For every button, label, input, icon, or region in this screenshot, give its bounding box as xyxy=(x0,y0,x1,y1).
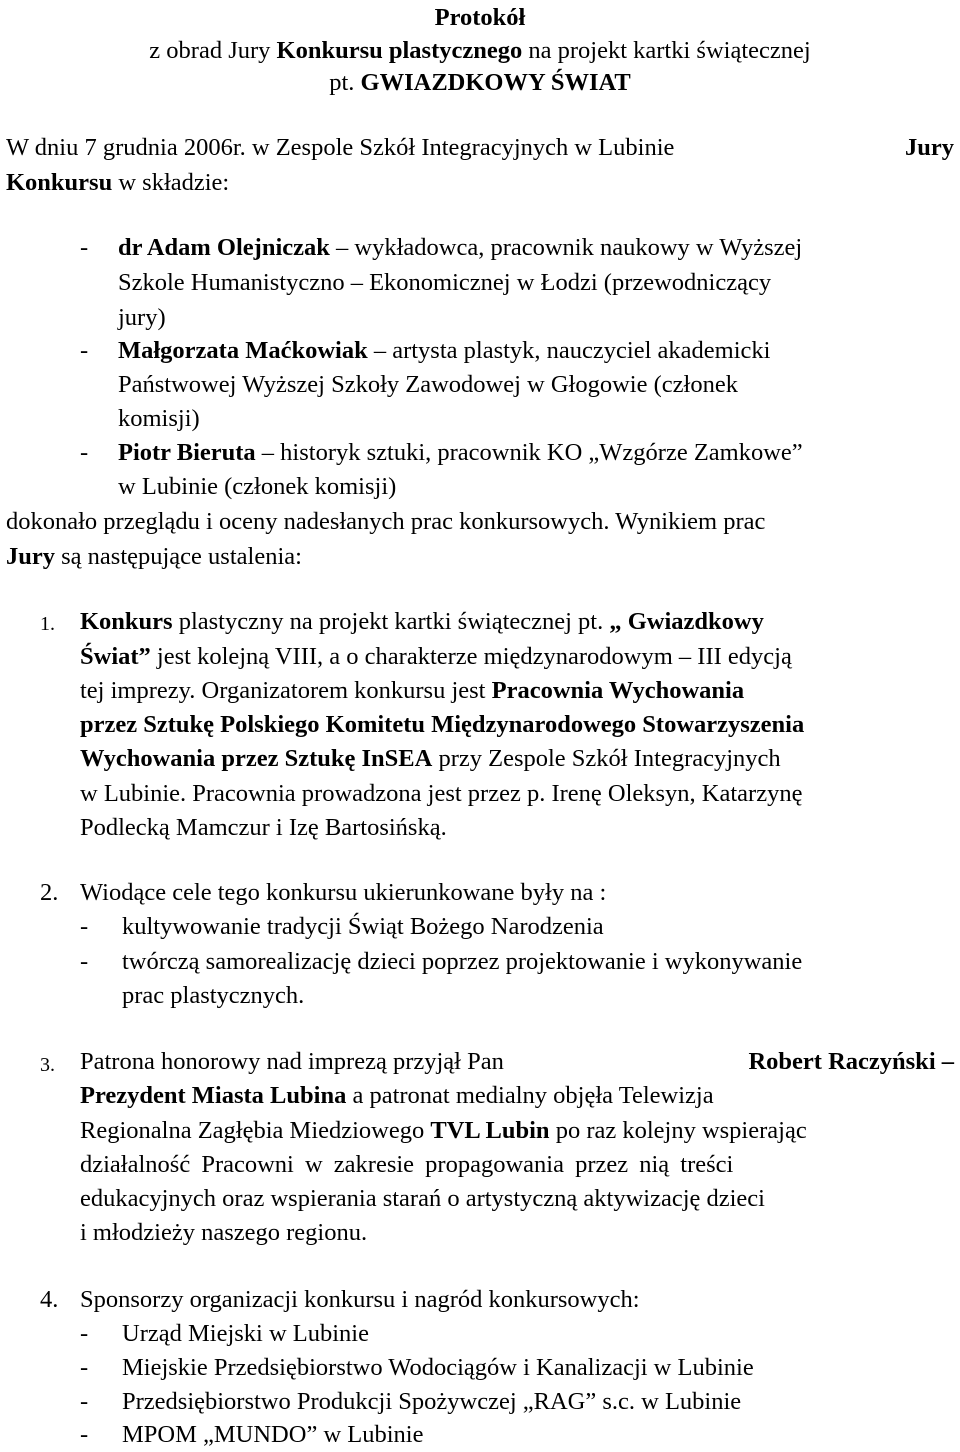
section-3-line-1: Patrona honorowy nad imprezą przyjął Pan Robert Raczyński – xyxy=(80,1048,954,1075)
sponsor-dash-4: - xyxy=(80,1421,89,1448)
section-3-line-2: Prezydent Miasta Lubina a patronat medialny objęła Telewizja xyxy=(80,1082,714,1109)
jury-member-3-cont: w Lubinie (członek komisji) xyxy=(118,473,397,500)
subtitle-line-2: pt. GWIAZDKOWY ŚWIAT xyxy=(329,69,631,96)
jury-member-1: dr Adam Olejniczak – wykładowca, pracownik naukowy w Wyższej xyxy=(118,234,803,261)
section-1-line-3: tej imprezy. Organizatorem konkursu jest Pracownia Wychowania xyxy=(80,677,745,704)
section-1-line-2: Świat” jest kolejną VIII, a o charakterze międzynarodowym – III edycją xyxy=(80,643,792,670)
section-2-number: 2. xyxy=(40,879,59,906)
jury-dash-1: - xyxy=(80,234,89,261)
section-4-heading: Sponsorzy organizacji konkursu i nagród konkursowych: xyxy=(80,1286,640,1313)
sponsor-item-2: Miejskie Przedsiębiorstwo Wodociągów i Kanalizacji w Lubinie xyxy=(122,1354,754,1381)
sponsor-dash-2: - xyxy=(80,1354,89,1381)
intro-line-1: W dniu 7 grudnia 2006r. w Zespole Szkół Integracyjnych w Lubinie Jury xyxy=(6,134,954,161)
section-4-number: 4. xyxy=(40,1286,59,1313)
section-1-number: 1. xyxy=(40,613,55,635)
jury-member-3: Piotr Bieruta – historyk sztuki, pracownik KO „Wzgórze Zamkowe” xyxy=(118,439,803,466)
section-1-line-6: w Lubinie. Pracownia prowadzona jest przez p. Irenę Oleksyn, Katarzynę xyxy=(80,780,803,807)
section-1-line-7: Podlecką Mamczur i Izę Bartosińską. xyxy=(80,814,447,841)
section-3-line-3: Regionalna Zagłębia Miedziowego TVL Lubin po raz kolejny wspierając xyxy=(80,1117,807,1144)
section-1-line-4: przez Sztukę Polskiego Komitetu Międzynarodowego Stowarzyszenia xyxy=(80,711,805,738)
section-3-number: 3. xyxy=(40,1054,55,1076)
document-title: Protokół xyxy=(434,4,526,31)
section-1-line-5: Wychowania przez Sztukę InSEA przy Zespole Szkół Integracyjnych xyxy=(80,745,781,772)
jury-member-2-cont: Państwowej Wyższej Szkoły Zawodowej w Głogowie (członek xyxy=(118,371,738,398)
jury-member-2: Małgorzata Maćkowiak – artysta plastyk, nauczyciel akademicki xyxy=(118,337,771,364)
goal-dash-1: - xyxy=(80,913,89,940)
jury-member-1-cont2: jury) xyxy=(118,304,166,331)
sponsor-item-4: MPOM „MUNDO” w Lubinie xyxy=(122,1421,424,1448)
sponsor-item-1: Urząd Miejski w Lubinie xyxy=(122,1320,369,1347)
goal-item-2: twórczą samorealizację dzieci poprzez projektowanie i wykonywanie xyxy=(122,948,803,975)
conclusion-line-1: dokonało przeglądu i oceny nadesłanych prac konkursowych. Wynikiem prac xyxy=(6,508,766,535)
jury-member-2-cont2: komisji) xyxy=(118,405,200,432)
conclusion-line-2: Jury są następujące ustalenia: xyxy=(6,543,302,570)
goal-item-2-cont: prac plastycznych. xyxy=(122,982,305,1009)
section-3-line-4: działalność Pracowni w zakresie propagowania przez nią treści xyxy=(80,1151,734,1178)
jury-dash-2: - xyxy=(80,337,89,364)
sponsor-dash-3: - xyxy=(80,1388,89,1415)
jury-member-1-cont: Szkole Humanistyczno – Ekonomicznej w Łodzi (przewodniczący xyxy=(118,269,772,296)
intro-line-2: Konkursu w składzie: xyxy=(6,169,230,196)
section-3-line-6: i młodzieży naszego regionu. xyxy=(80,1219,368,1246)
subtitle-line-1: z obrad Jury Konkursu plastycznego na projekt kartki świątecznej xyxy=(149,37,811,64)
sponsor-item-3: Przedsiębiorstwo Produkcji Spożywczej „RAG” s.c. w Lubinie xyxy=(122,1388,742,1415)
section-2-heading: Wiodące cele tego konkursu ukierunkowane były na : xyxy=(80,879,607,906)
sponsor-dash-1: - xyxy=(80,1320,89,1347)
goal-dash-2: - xyxy=(80,948,89,975)
section-1-line-1: Konkurs plastyczny na projekt kartki świątecznej pt. „ Gwiazdkowy xyxy=(80,608,764,635)
section-3-line-5: edukacyjnych oraz wspierania starań o artystyczną aktywizację dzieci xyxy=(80,1185,765,1212)
goal-item-1: kultywowanie tradycji Świąt Bożego Narodzenia xyxy=(122,913,604,940)
jury-dash-3: - xyxy=(80,439,89,466)
